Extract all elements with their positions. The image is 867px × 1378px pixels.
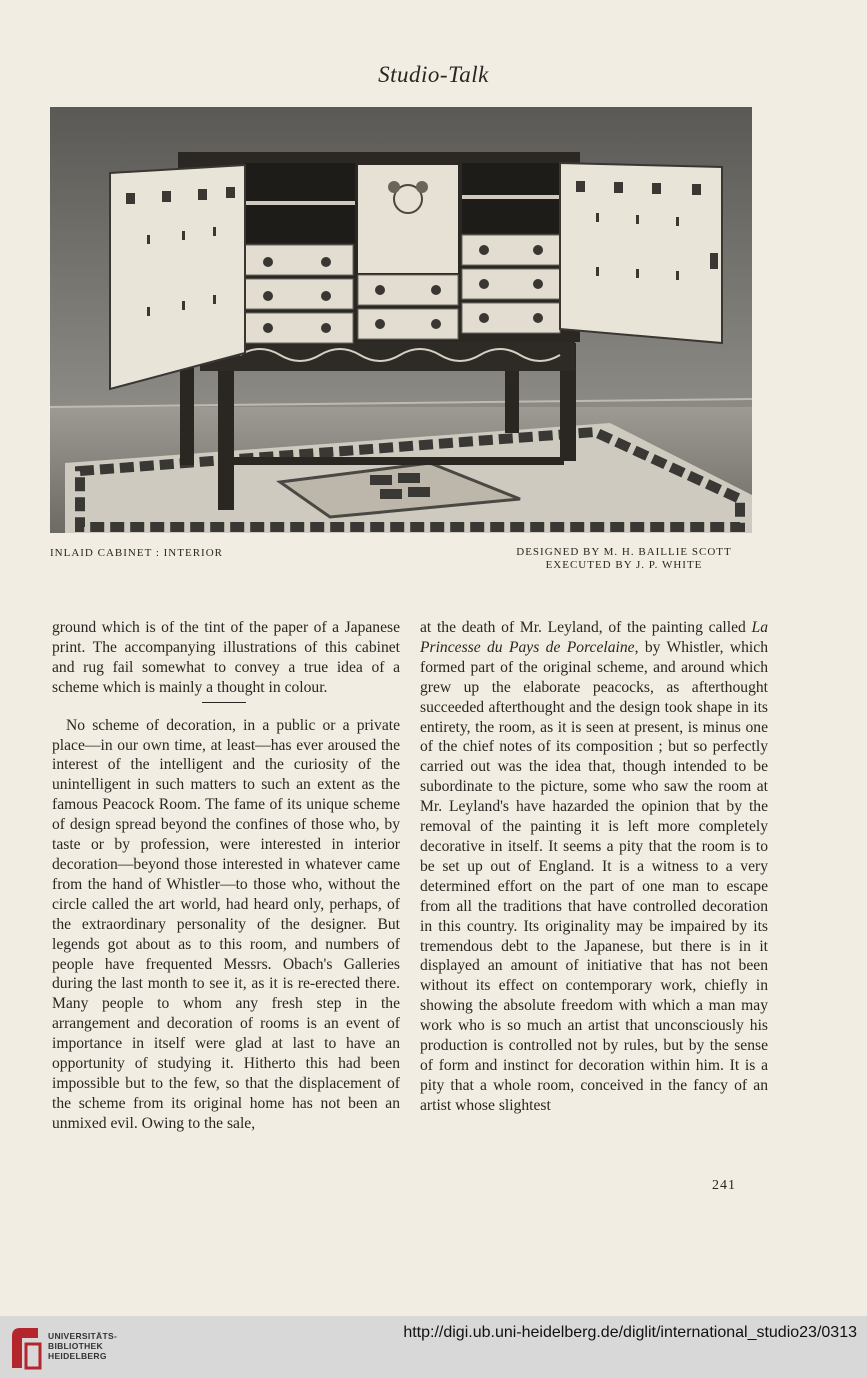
library-name-line: HEIDELBERG: [48, 1351, 107, 1361]
library-logo-icon[interactable]: [8, 1324, 44, 1370]
library-name-line: UNIVERSITÄTS-: [48, 1331, 118, 1341]
paragraph: No scheme of decoration, in a public or a private place—in our own time, at least—has ever aroused the interest of the intelligent and the curiosity of the unintelligent in such matters to such an extent as the famous Peacock Room. The fame of its unique scheme of design spread beyond the confines of those who, by taste or by profession, were interested in interior decoration—beyond those interested in whatever came from the hand of Whistler—to those who, without the circle called the art world, had heard only, perhaps, of the extraordinary personality of the designer. But legends got about as to this room, and numbers of people have frequented Messrs. Obach's Galleries during the last month to see it, as it is re-erected there. Many people to whom any fresh step in the arrangement and decoration of rooms is an event of importance in itself were glad at last to have an opportunity of studying it. Hitherto this had been impossible but to the few, so that the displacement of the scheme from its original home has not been an unmixed evil. Owing to the sale,: [52, 716, 400, 1132]
text-run: at the death of Mr. Leyland, of the painting called: [420, 619, 752, 636]
maker-credit: EXECUTED BY J. P. WHITE: [545, 559, 703, 571]
library-name-line: BIBLIOTHEK: [48, 1341, 103, 1351]
text-column-right: [420, 618, 768, 1116]
library-name: [48, 1331, 117, 1361]
paragraph: ground which is of the tint of the paper of a Japanese print. The accompanying illustrations of this cabinet and rug fail somewhat to convey a true idea of a scheme which is mainly a thought in colour.: [52, 619, 400, 696]
running-head: Studio-Talk: [378, 62, 489, 87]
text-column-left: [52, 618, 400, 1134]
paragraph: [420, 618, 768, 1116]
designer-credit: DESIGNED BY M. H. BAILLIE SCOTT: [516, 546, 732, 558]
library-footer: [0, 1316, 867, 1378]
painting-title: La Princesse du Pays de Porcelaine: [420, 619, 768, 656]
section-divider: [202, 702, 246, 703]
figure-caption-credits: [494, 546, 754, 572]
page-number: 241: [712, 1178, 736, 1193]
figure-caption-title: INLAID CABINET : INTERIOR: [50, 547, 223, 559]
text-run: , by Whistler, which formed part of the original scheme, and around which grew up the elaborate peacocks, as afterthought succeeded afterthought and the design took shape in its entirety, the room, as it is seen at present, is minus one of the chief notes of its composition ; but so perfectly carried out was the idea that, though intended to be subordinate to the picture, some who saw the room at Mr. Leyland's have hazarded the opinion that by the removal of the painting it is left more completely decorative in itself. It seems a pity that the room is to be set up out of England. It is a witness to a very determined effort on the part of one man to escape from all the traditions that have controlled decoration in this country. Its originality may be impaired by its tremendous debt to the Japanese, but there is in it displayed an amount of initiative that has not been without its effect on contemporary work, chiefly in showing the absolute freedom with which a man may work who is so much an artist that unconsciously his production is controlled not by rules, but by the sense of form and instinct for decoration within him. It is a pity that a whole room, conceived in the fancy of an artist whose slightest: [420, 638, 768, 1114]
cabinet-photograph: [50, 107, 752, 533]
source-url-link[interactable]: http://digi.ub.uni-heidelberg.de/diglit/international_studio23/0313: [403, 1324, 857, 1341]
